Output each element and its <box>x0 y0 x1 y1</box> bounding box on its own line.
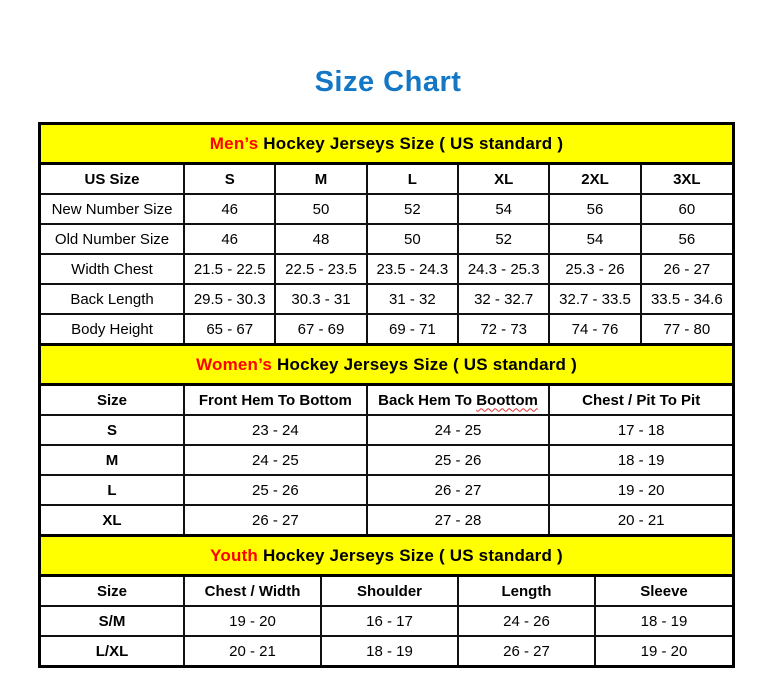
youth-section-header-row <box>41 536 732 576</box>
table-row <box>41 194 732 224</box>
size-value-cell: 26 - 27 <box>367 475 550 505</box>
womens-header-row <box>41 385 732 416</box>
column-header: Chest / Pit To Pit <box>549 385 732 416</box>
size-value-cell: 72 - 73 <box>458 314 549 343</box>
size-value-cell: 65 - 67 <box>184 314 275 343</box>
size-value-cell: 26 - 27 <box>458 636 595 665</box>
size-value-cell: 23.5 - 24.3 <box>367 254 458 284</box>
size-value-cell: 25 - 26 <box>184 475 367 505</box>
misspelled-word: Boottom <box>476 391 538 409</box>
row-label: S/M <box>41 606 184 636</box>
column-header: Size <box>41 576 184 607</box>
column-header: Size <box>41 385 184 416</box>
size-value-cell: 19 - 20 <box>549 475 732 505</box>
womens-section-header-row <box>41 345 732 385</box>
column-header: Sleeve <box>595 576 732 607</box>
table-row <box>41 475 732 505</box>
mens-section-title <box>41 125 732 164</box>
table-row <box>41 224 732 254</box>
row-label: Old Number Size <box>41 224 184 254</box>
size-value-cell: 21.5 - 22.5 <box>184 254 275 284</box>
size-value-cell: 56 <box>549 194 640 224</box>
size-value-cell: 24 - 26 <box>458 606 595 636</box>
size-value-cell: 19 - 20 <box>184 606 321 636</box>
column-header: US Size <box>41 164 184 195</box>
row-label: XL <box>41 505 184 534</box>
size-value-cell: 54 <box>458 194 549 224</box>
size-value-cell: 25 - 26 <box>367 445 550 475</box>
column-header: Chest / Width <box>184 576 321 607</box>
row-label: New Number Size <box>41 194 184 224</box>
size-value-cell: 50 <box>367 224 458 254</box>
mens-title-accent: Men’s <box>209 133 259 153</box>
row-label: L/XL <box>41 636 184 665</box>
row-label: S <box>41 415 184 445</box>
size-value-cell: 20 - 21 <box>549 505 732 534</box>
youth-title-accent: Youth <box>210 545 259 565</box>
size-value-cell: 23 - 24 <box>184 415 367 445</box>
size-value-cell: 24 - 25 <box>184 445 367 475</box>
row-label: L <box>41 475 184 505</box>
table-row <box>41 606 732 636</box>
womens-size-table <box>41 343 732 534</box>
size-value-cell: 54 <box>549 224 640 254</box>
column-header: XL <box>458 164 549 195</box>
size-value-cell: 67 - 69 <box>275 314 366 343</box>
column-header <box>367 385 550 416</box>
womens-title-rest: Hockey Jerseys Size ( US standard ) <box>272 354 577 374</box>
youth-header-row <box>41 576 732 607</box>
youth-title-rest: Hockey Jerseys Size ( US standard ) <box>258 545 563 565</box>
size-value-cell: 25.3 - 26 <box>549 254 640 284</box>
size-chart-table <box>38 122 735 668</box>
size-value-cell: 16 - 17 <box>321 606 458 636</box>
size-value-cell: 26 - 27 <box>641 254 732 284</box>
size-value-cell: 48 <box>275 224 366 254</box>
size-value-cell: 18 - 19 <box>595 606 732 636</box>
size-value-cell: 20 - 21 <box>184 636 321 665</box>
size-value-cell: 50 <box>275 194 366 224</box>
page-title: Size Chart <box>314 66 462 98</box>
youth-section-title <box>41 536 732 576</box>
size-value-cell: 24 - 25 <box>367 415 550 445</box>
size-value-cell: 26 - 27 <box>184 505 367 534</box>
column-header-text: Back Hem To <box>378 391 477 409</box>
size-value-cell: 30.3 - 31 <box>275 284 366 314</box>
size-value-cell: 77 - 80 <box>641 314 732 343</box>
size-value-cell: 52 <box>458 224 549 254</box>
table-row <box>41 254 732 284</box>
column-header: L <box>367 164 458 195</box>
size-value-cell: 74 - 76 <box>549 314 640 343</box>
size-value-cell: 22.5 - 23.5 <box>275 254 366 284</box>
mens-size-table <box>41 125 732 343</box>
table-row <box>41 445 732 475</box>
table-row <box>41 284 732 314</box>
size-value-cell: 33.5 - 34.6 <box>641 284 732 314</box>
row-label: M <box>41 445 184 475</box>
row-label: Back Length <box>41 284 184 314</box>
size-value-cell: 32.7 - 33.5 <box>549 284 640 314</box>
column-header: 3XL <box>641 164 732 195</box>
size-value-cell: 46 <box>184 194 275 224</box>
column-header: Length <box>458 576 595 607</box>
size-value-cell: 19 - 20 <box>595 636 732 665</box>
size-value-cell: 56 <box>641 224 732 254</box>
size-value-cell: 27 - 28 <box>367 505 550 534</box>
column-header: S <box>184 164 275 195</box>
size-value-cell: 18 - 19 <box>549 445 732 475</box>
size-value-cell: 18 - 19 <box>321 636 458 665</box>
size-value-cell: 69 - 71 <box>367 314 458 343</box>
table-row <box>41 636 732 665</box>
womens-section-title <box>41 345 732 385</box>
mens-section-header-row <box>41 125 732 164</box>
table-row <box>41 415 732 445</box>
column-header: Shoulder <box>321 576 458 607</box>
size-value-cell: 29.5 - 30.3 <box>184 284 275 314</box>
size-value-cell: 31 - 32 <box>367 284 458 314</box>
column-header: 2XL <box>549 164 640 195</box>
size-value-cell: 46 <box>184 224 275 254</box>
table-row <box>41 314 732 343</box>
row-label: Width Chest <box>41 254 184 284</box>
youth-size-table <box>41 534 732 665</box>
table-row <box>41 505 732 534</box>
mens-header-row <box>41 164 732 195</box>
size-value-cell: 32 - 32.7 <box>458 284 549 314</box>
column-header: Front Hem To Bottom <box>184 385 367 416</box>
womens-title-accent: Women’s <box>196 354 273 374</box>
size-value-cell: 17 - 18 <box>549 415 732 445</box>
size-value-cell: 24.3 - 25.3 <box>458 254 549 284</box>
size-value-cell: 52 <box>367 194 458 224</box>
column-header: M <box>275 164 366 195</box>
row-label: Body Height <box>41 314 184 343</box>
mens-title-rest: Hockey Jerseys Size ( US standard ) <box>258 133 564 153</box>
size-value-cell: 60 <box>641 194 732 224</box>
